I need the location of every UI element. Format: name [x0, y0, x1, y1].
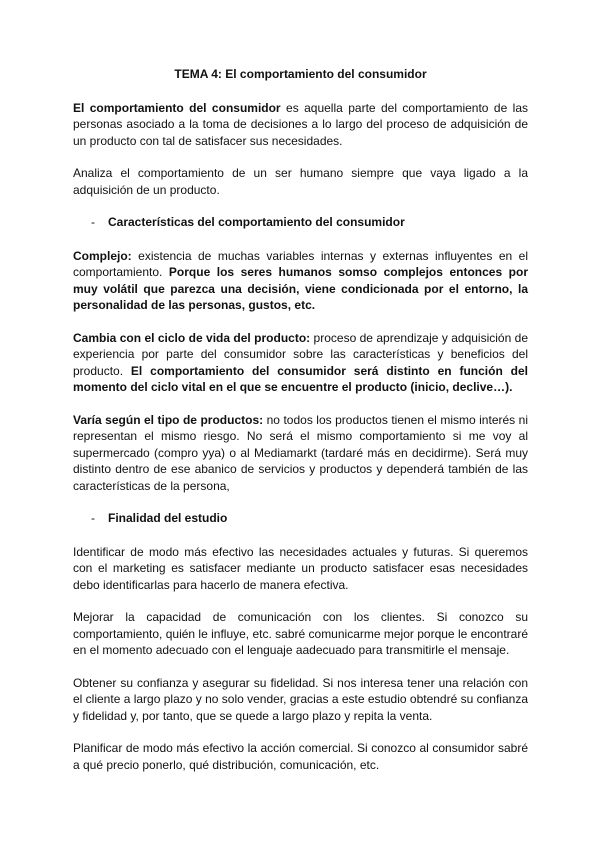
analysis-paragraph: Analiza el comportamiento de un ser humano siempre que vaya ligado a la adquisición de un producto.	[73, 166, 528, 197]
mejorar-paragraph: Mejorar la capacidad de comunicación con los clientes. Si conozco su comportamiento, quién le influye, etc. sabré comunicarme mejor porque le encontraré en el momento adecuado con el lenguaje aadecuado para transmitirle el mensaje.	[73, 610, 528, 657]
section-heading-characteristics	[73, 214, 528, 231]
page-title: TEMA 4: El comportamiento del consumidor	[174, 67, 427, 81]
tipo-text: no todos los productos tienen el mismo interés ni representan el mismo riesgo. No será el mismo comportamiento si me voy al supermercado (compro yya) o al Mediamarkt (tardaré más en decidirme). Será muy distinto dentro de ese abanico de servicios y productos y dependerá también de las características de la persona,	[73, 412, 528, 493]
intro-paragraph	[73, 100, 528, 150]
tipo-lead: Varía según el tipo de productos:	[73, 412, 264, 427]
ciclo-paragraph	[73, 330, 528, 396]
bullet-dash: -	[91, 215, 95, 229]
bullet-dash: -	[91, 511, 95, 525]
complejo-paragraph	[73, 248, 528, 314]
ciclo-text: proceso de aprendizaje y adquisición de experiencia por parte del consumidor sobre las características y beneficios del producto.	[73, 330, 529, 378]
section-heading-text: Características del comportamiento del consumidor	[108, 215, 405, 229]
complejo-bold: Porque los seres humanos somso complejos entonces por muy volátil que parezca una decisión, viene condicionada por el entorno, la personalidad de las personas, gustos, etc.	[73, 265, 528, 312]
complejo-lead: Complejo:	[73, 248, 132, 263]
confianza-paragraph: Obtener su confianza y asegurar su fidelidad. Si nos interesa tener una relación con el cliente a largo plazo y no solo vender, gracias a este estudio obtendré su confianza y fidelidad y, por tanto, que se quede a largo plazo y repita la venta.	[73, 675, 528, 723]
intro-text: es aquella parte del comportamiento de las personas asociado a la toma de decisiones a lo largo del proceso de adquisición de un producto con tal de satisfacer sus necesidades.	[73, 100, 528, 148]
section-heading-purpose	[73, 510, 528, 527]
section-heading-text: Finalidad del estudio	[108, 511, 228, 525]
intro-lead: El comportamiento del consumidor	[73, 100, 281, 115]
complejo-text: existencia de muchas variables internas y externas influyentes en el comportamiento.	[73, 248, 528, 279]
tipo-paragraph	[73, 412, 528, 495]
ciclo-bold: El comportamiento del consumidor será distinto en función del momento del ciclo vital en el que se encuentre el producto (inicio, declive…).	[73, 363, 528, 394]
identificar-paragraph: Identificar de modo más efectivo las necesidades actuales y futuras. Si queremos con el marketing es satisfacer mediante un producto satisfacer esas necesidades debo identificarlas para hacerlo de manera efectiva.	[73, 544, 528, 592]
ciclo-lead: Cambia con el ciclo de vida del producto:	[73, 330, 311, 345]
planificar-paragraph: Planificar de modo más efectivo la acción comercial. Si conozco al consumidor sabré a qué precio ponerlo, qué distribución, comunicación, etc.	[73, 741, 528, 772]
document-page	[73, 66, 528, 789]
